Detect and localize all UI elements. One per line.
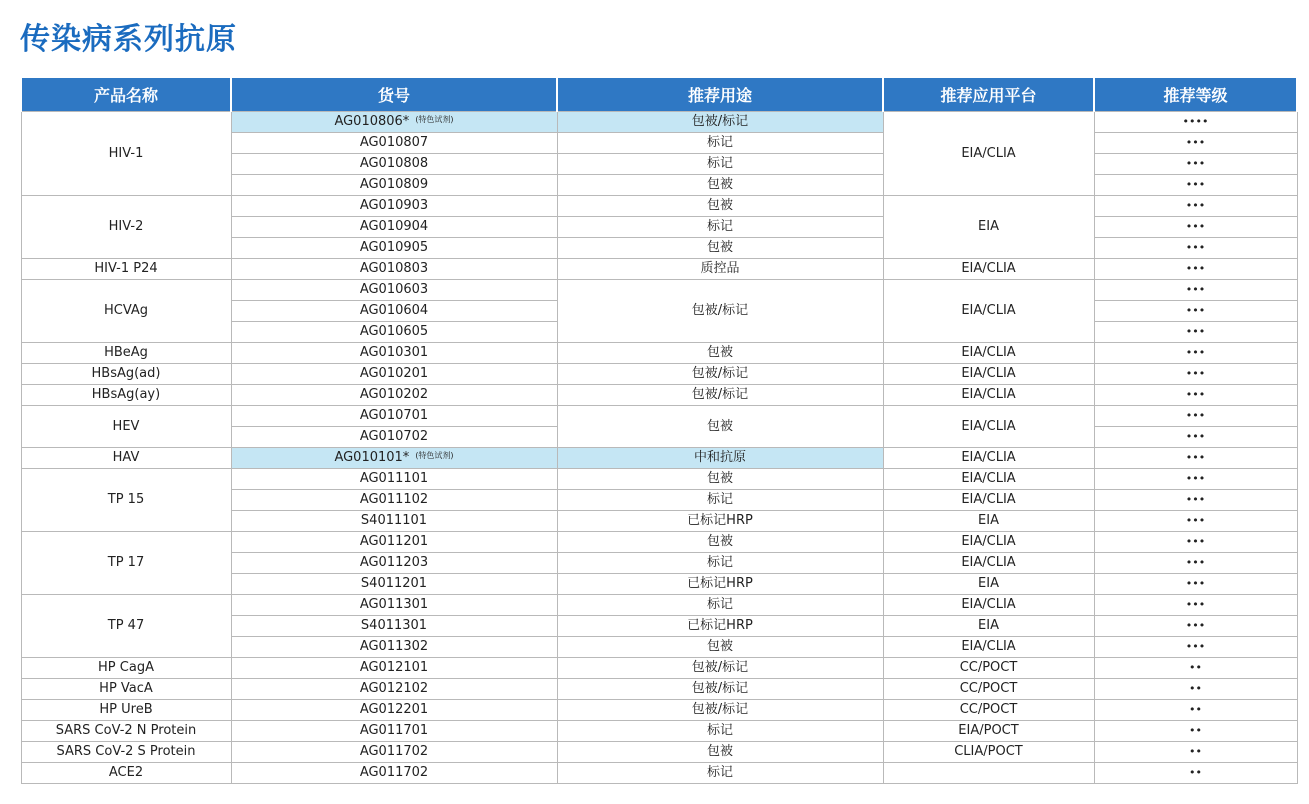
table-row [21, 343, 1297, 364]
product-code: AG011201 [359, 534, 429, 549]
product-code: AG011203 [359, 555, 429, 570]
product-code-cell [231, 238, 557, 259]
product-code: AG012101 [359, 660, 429, 675]
platform-cell: EIA [883, 616, 1094, 637]
product-code: AG010905 [359, 240, 429, 255]
product-name-cell: SARS CoV-2 S Protein [21, 742, 231, 763]
product-code: AG010803 [359, 261, 429, 276]
product-code: AG011301 [359, 597, 429, 612]
product-code: AG010605 [359, 324, 429, 339]
product-code-cell [231, 742, 557, 763]
platform-cell: CC/POCT [883, 700, 1094, 721]
product-code: AG010604 [359, 303, 429, 318]
grade-cell: •• [1094, 658, 1297, 679]
table-row [21, 700, 1297, 721]
product-code-cell [231, 637, 557, 658]
use-cell: 包被 [557, 175, 883, 196]
use-cell: 包被/标记 [557, 679, 883, 700]
product-name-cell: HP VacA [21, 679, 231, 700]
column-header-platform: 推荐应用平台 [883, 78, 1094, 112]
product-code: S4011301 [360, 618, 428, 633]
table-row [21, 448, 1297, 469]
product-name-cell: SARS CoV-2 N Protein [21, 721, 231, 742]
special-reagent-note: (特色试剂) [415, 115, 454, 124]
use-cell: 包被 [557, 238, 883, 259]
use-cell: 已标记HRP [557, 574, 883, 595]
use-cell: 标记 [557, 553, 883, 574]
product-code: AG011102 [359, 492, 429, 507]
product-code: AG012102 [359, 681, 429, 696]
grade-cell: •• [1094, 679, 1297, 700]
product-code-cell [231, 427, 557, 448]
grade-cell: ••• [1094, 133, 1297, 154]
table-row [21, 679, 1297, 700]
product-code: AG011101 [359, 471, 429, 486]
use-cell: 已标记HRP [557, 616, 883, 637]
product-code-cell [231, 301, 557, 322]
product-code: AG011302 [359, 639, 429, 654]
use-cell: 已标记HRP [557, 511, 883, 532]
product-code: AG010201 [359, 366, 429, 381]
product-code-cell [231, 595, 557, 616]
product-name-cell: HBeAg [21, 343, 231, 364]
product-code: AG010806* [334, 114, 410, 129]
product-code: AG010809 [359, 177, 429, 192]
platform-cell: CC/POCT [883, 658, 1094, 679]
product-name-cell: HIV-2 [21, 196, 231, 259]
product-code-cell [231, 511, 557, 532]
grade-cell: ••• [1094, 154, 1297, 175]
product-code-cell [231, 721, 557, 742]
use-cell: 标记 [557, 490, 883, 511]
table-row [21, 469, 1297, 490]
product-name-cell: ACE2 [21, 763, 231, 784]
column-header-grade: 推荐等级 [1094, 78, 1297, 112]
product-code: AG012201 [359, 702, 429, 717]
platform-cell: EIA/CLIA [883, 553, 1094, 574]
product-code-cell [231, 700, 557, 721]
special-reagent-note: (特色试剂) [415, 451, 454, 460]
platform-cell: EIA/CLIA [883, 364, 1094, 385]
platform-cell: EIA [883, 196, 1094, 259]
table-row [21, 364, 1297, 385]
table-row [21, 259, 1297, 280]
table-row [21, 763, 1297, 784]
grade-cell: ••• [1094, 175, 1297, 196]
grade-cell: •• [1094, 700, 1297, 721]
table-row [21, 196, 1297, 217]
use-cell: 包被/标记 [557, 700, 883, 721]
product-code: AG010301 [359, 345, 429, 360]
grade-cell: ••• [1094, 490, 1297, 511]
grade-cell: ••• [1094, 448, 1297, 469]
grade-cell: ••• [1094, 364, 1297, 385]
product-code: AG010603 [359, 282, 429, 297]
product-code: AG010101* [334, 450, 410, 465]
product-name-cell: HBsAg(ad) [21, 364, 231, 385]
column-header-product-name: 产品名称 [21, 78, 231, 112]
product-code-cell [231, 679, 557, 700]
use-cell: 包被 [557, 406, 883, 448]
product-name-cell: HAV [21, 448, 231, 469]
grade-cell: ••• [1094, 217, 1297, 238]
use-cell: 包被/标记 [557, 280, 883, 343]
platform-cell: EIA/POCT [883, 721, 1094, 742]
product-code: AG010807 [359, 135, 429, 150]
platform-cell [883, 763, 1094, 784]
platform-cell: EIA [883, 511, 1094, 532]
product-code-cell [231, 112, 557, 133]
table-row [21, 595, 1297, 616]
grade-cell: ••• [1094, 637, 1297, 658]
platform-cell: CLIA/POCT [883, 742, 1094, 763]
product-name-cell: HEV [21, 406, 231, 448]
table-row [21, 742, 1297, 763]
use-cell: 标记 [557, 721, 883, 742]
table-header-row [21, 78, 1297, 112]
grade-cell: ••• [1094, 301, 1297, 322]
product-name-cell: HIV-1 [21, 112, 231, 196]
platform-cell: EIA/CLIA [883, 406, 1094, 448]
use-cell: 包被 [557, 196, 883, 217]
grade-cell: ••• [1094, 343, 1297, 364]
use-cell: 包被/标记 [557, 385, 883, 406]
platform-cell: EIA/CLIA [883, 448, 1094, 469]
product-code: S4011201 [360, 576, 428, 591]
grade-cell: ••• [1094, 385, 1297, 406]
product-name-cell: HP UreB [21, 700, 231, 721]
table-row [21, 406, 1297, 427]
product-code: S4011101 [360, 513, 428, 528]
table-row [21, 112, 1297, 133]
product-code: AG010808 [359, 156, 429, 171]
product-name-cell: TP 47 [21, 595, 231, 658]
grade-cell: •••• [1094, 112, 1297, 133]
product-code-cell [231, 259, 557, 280]
column-header-code: 货号 [231, 78, 557, 112]
use-cell: 包被/标记 [557, 658, 883, 679]
product-code-cell [231, 385, 557, 406]
table-row [21, 532, 1297, 553]
use-cell: 标记 [557, 595, 883, 616]
use-cell: 标记 [557, 217, 883, 238]
grade-cell: ••• [1094, 616, 1297, 637]
product-code-cell [231, 616, 557, 637]
grade-cell: ••• [1094, 553, 1297, 574]
product-code-cell [231, 175, 557, 196]
product-code: AG010701 [359, 408, 429, 423]
product-code-cell [231, 658, 557, 679]
product-table [20, 78, 1298, 784]
product-name-cell: TP 17 [21, 532, 231, 595]
platform-cell: EIA/CLIA [883, 112, 1094, 196]
product-code-cell [231, 343, 557, 364]
product-code: AG010202 [359, 387, 429, 402]
product-code: AG011702 [359, 765, 429, 780]
use-cell: 包被/标记 [557, 112, 883, 133]
product-code: AG010903 [359, 198, 429, 213]
use-cell: 质控品 [557, 259, 883, 280]
platform-cell: EIA/CLIA [883, 469, 1094, 490]
platform-cell: EIA/CLIA [883, 343, 1094, 364]
table-row [21, 721, 1297, 742]
grade-cell: ••• [1094, 280, 1297, 301]
product-name-cell: HCVAg [21, 280, 231, 343]
product-code-cell [231, 154, 557, 175]
product-code-cell [231, 553, 557, 574]
product-name-cell: HP CagA [21, 658, 231, 679]
use-cell: 包被 [557, 532, 883, 553]
product-code: AG011702 [359, 744, 429, 759]
table-row [21, 280, 1297, 301]
platform-cell: CC/POCT [883, 679, 1094, 700]
platform-cell: EIA/CLIA [883, 637, 1094, 658]
product-code-cell [231, 322, 557, 343]
platform-cell: EIA [883, 574, 1094, 595]
platform-cell: EIA/CLIA [883, 385, 1094, 406]
platform-cell: EIA/CLIA [883, 280, 1094, 343]
grade-cell: ••• [1094, 574, 1297, 595]
grade-cell: ••• [1094, 532, 1297, 553]
column-header-use: 推荐用途 [557, 78, 883, 112]
table-row [21, 385, 1297, 406]
use-cell: 标记 [557, 133, 883, 154]
grade-cell: ••• [1094, 469, 1297, 490]
platform-cell: EIA/CLIA [883, 259, 1094, 280]
product-code-cell [231, 448, 557, 469]
grade-cell: ••• [1094, 511, 1297, 532]
grade-cell: ••• [1094, 322, 1297, 343]
product-code-cell [231, 532, 557, 553]
use-cell: 中和抗原 [557, 448, 883, 469]
product-code-cell [231, 217, 557, 238]
platform-cell: EIA/CLIA [883, 490, 1094, 511]
product-code-cell [231, 406, 557, 427]
grade-cell: •• [1094, 721, 1297, 742]
grade-cell: ••• [1094, 406, 1297, 427]
grade-cell: ••• [1094, 259, 1297, 280]
use-cell: 包被 [557, 637, 883, 658]
product-code-cell [231, 763, 557, 784]
product-code-cell [231, 196, 557, 217]
use-cell: 标记 [557, 154, 883, 175]
product-code-cell [231, 133, 557, 154]
product-name-cell: HIV-1 P24 [21, 259, 231, 280]
use-cell: 包被 [557, 742, 883, 763]
product-code: AG010702 [359, 429, 429, 444]
grade-cell: •• [1094, 763, 1297, 784]
use-cell: 包被 [557, 343, 883, 364]
product-code: AG011701 [359, 723, 429, 738]
grade-cell: ••• [1094, 427, 1297, 448]
product-code-cell [231, 364, 557, 385]
product-code-cell [231, 469, 557, 490]
platform-cell: EIA/CLIA [883, 595, 1094, 616]
platform-cell: EIA/CLIA [883, 532, 1094, 553]
product-code-cell [231, 490, 557, 511]
grade-cell: ••• [1094, 238, 1297, 259]
page-title: 传染病系列抗原 [20, 22, 237, 57]
use-cell: 包被/标记 [557, 364, 883, 385]
product-code-cell [231, 574, 557, 595]
table-row [21, 658, 1297, 679]
product-name-cell: HBsAg(ay) [21, 385, 231, 406]
use-cell: 包被 [557, 469, 883, 490]
use-cell: 标记 [557, 763, 883, 784]
grade-cell: ••• [1094, 595, 1297, 616]
product-code-cell [231, 280, 557, 301]
product-name-cell: TP 15 [21, 469, 231, 532]
product-code: AG010904 [359, 219, 429, 234]
grade-cell: •• [1094, 742, 1297, 763]
grade-cell: ••• [1094, 196, 1297, 217]
